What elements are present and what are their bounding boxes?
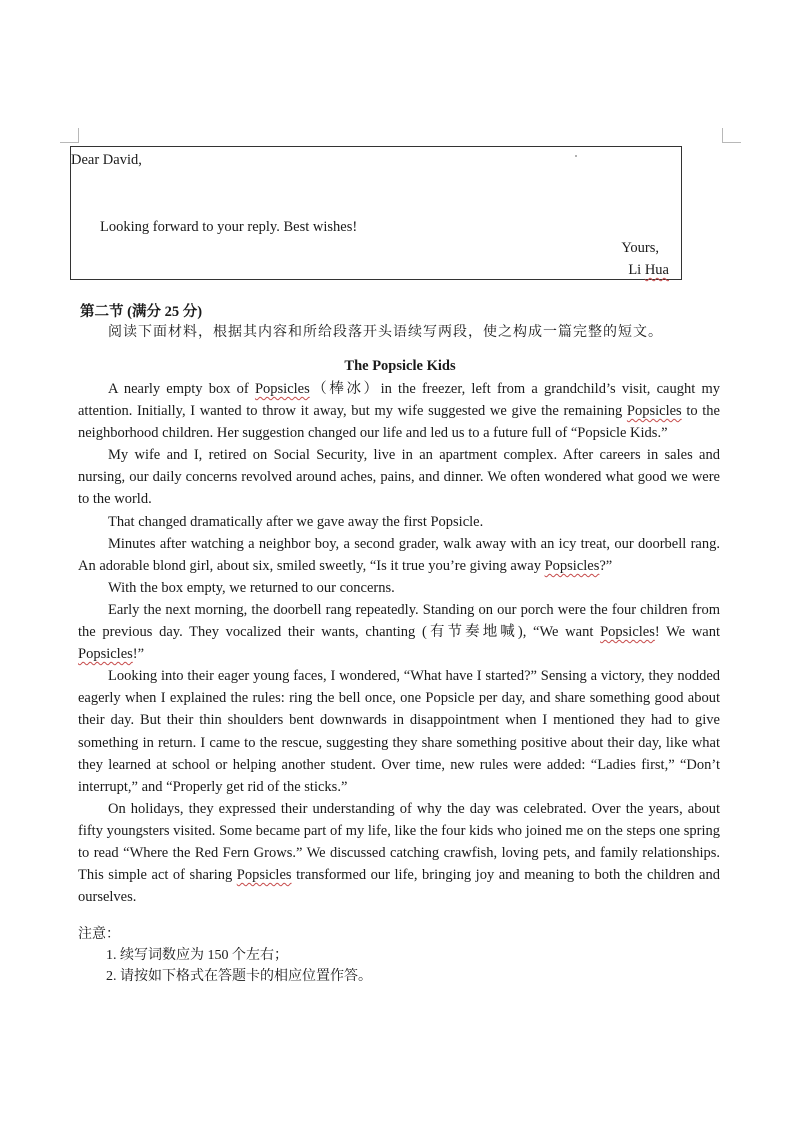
page-corner-mark-left: [60, 128, 79, 143]
letter-frame: [70, 146, 682, 280]
story-paragraph: Early the next morning, the doorbell rang repeatedly. Standing on our porch were the four children from the previous day. They vocalized their wants, chanting (有节奏地喊), “We want Popsicles! We want Popsicles!”: [78, 601, 721, 663]
page-corner-mark-right: [722, 128, 741, 143]
letter-closing: Looking forward to your reply. Best wishes!: [100, 219, 358, 235]
spellcheck-word: Popsicles: [254, 381, 310, 397]
note-item: 2. 请按如下格式在答题卡的相应位置作答。: [106, 969, 372, 984]
notes-label: 注意：: [78, 927, 120, 942]
spellcheck-word: Popsicles: [544, 557, 600, 574]
letter-signature: [628, 262, 669, 279]
story-body: [78, 378, 720, 908]
notes-section: [78, 924, 372, 987]
spellcheck-word: Popsicles: [78, 646, 133, 663]
story-paragraph: Looking into their eager young faces, I wondered, “What have I started?” Sensing a victory, they nodded eagerly when I explained the rules: ring the bell once, one Popsicle per day, and share something good about their day. But their thin shoulders bent downwards in disappointment when I mentioned they had to give something in return. I came to the rescue, suggesting they share something positive about their day, like what they learned at school or helping another student. Over time, new rules were added: “Ladies first,” “Don’t interrupt,” and “Properly get rid of the sticks.”: [78, 668, 720, 795]
story-title: The Popsicle Kids: [344, 358, 456, 374]
spellcheck-word: Popsicles: [236, 867, 292, 884]
speck: [575, 155, 577, 157]
spellcheck-word: Popsicles: [600, 624, 655, 641]
story-paragraph: With the box empty, we returned to our concerns.: [108, 579, 395, 596]
story-paragraph: A nearly empty box of Popsicles（棒冰）in the freezer, left from a grandchild’s visit, caught my attention. Initially, I wanted to throw it away, but my wife suggested we give the remaining Popsicles to the neighborhood children. Her suggestion changed our life and led us to a future full of “Popsicle Kids.”: [78, 381, 720, 442]
story-paragraph: On holidays, they expressed their understanding of why the day was celebrated. Over the years, about fifty youngsters visited. Some became part of my life, like the four kids who joined me on the steps one spring to read “Where the Red Fern Grows.” We discussed catching crawfish, loving pets, and family relationships. This simple act of sharing Popsicles transformed our life, bringing joy and meaning to both the children and ourselves.: [78, 800, 720, 906]
letter-greeting: Dear David,: [71, 152, 142, 168]
spellcheck-word: Popsicles: [626, 403, 682, 420]
signature-text: Li Hua: [628, 262, 669, 278]
letter-yours: Yours,: [621, 240, 659, 256]
section-heading: 第二节 (满分 25 分): [80, 304, 203, 320]
spellcheck-word: Hua: [644, 262, 669, 278]
story-paragraph: That changed dramatically after we gave away the first Popsicle.: [108, 513, 484, 530]
story-paragraph: Minutes after watching a neighbor boy, a second grader, walk away with an icy treat, our doorbell rang. An adorable blond girl, about six, smiled sweetly, “Is it true you’re giving away Popsicles?”: [78, 535, 720, 574]
note-item: 1. 续写词数应为 150 个左右；: [106, 948, 288, 963]
section-instruction: 阅读下面材料，根据其内容和所给段落开头语续写两段，使之构成一篇完整的短文。: [108, 325, 663, 340]
story-paragraph: My wife and I, retired on Social Security, live in an apartment complex. After careers in sales and nursing, our daily concerns revolved around aches, pains, and dinner. We often wondered what good we were to the world.: [78, 447, 720, 508]
